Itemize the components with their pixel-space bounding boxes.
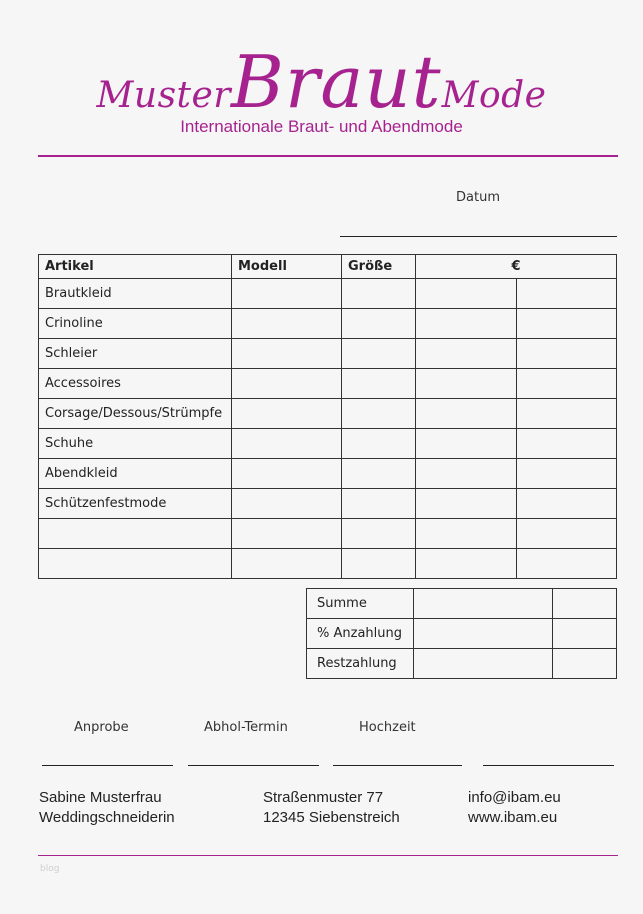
model-cell[interactable] (232, 279, 342, 309)
price-euro-cell[interactable] (416, 549, 517, 579)
table-header-row (39, 255, 617, 279)
balance-label: Restzahlung (307, 649, 414, 679)
model-cell[interactable] (232, 399, 342, 429)
header-modell: Modell (232, 255, 342, 279)
table-row (39, 489, 617, 519)
balance-cents-cell[interactable] (553, 649, 617, 679)
balance-value-cell[interactable] (414, 649, 553, 679)
sum-value-cell[interactable] (414, 589, 553, 619)
article-cell: Schuhe (39, 429, 232, 459)
date-label: Datum (456, 190, 500, 205)
header-groesse: Größe (342, 255, 416, 279)
fitting-label: Anprobe (74, 720, 129, 735)
price-cents-cell[interactable] (516, 459, 617, 489)
price-cents-cell[interactable] (516, 309, 617, 339)
sum-cents-cell[interactable] (553, 589, 617, 619)
size-cell[interactable] (342, 549, 416, 579)
contact-street: Straßenmuster 77 (263, 789, 384, 806)
article-cell: Accessoires (39, 369, 232, 399)
price-cents-cell[interactable] (516, 489, 617, 519)
logo-part-mode: Mode (441, 75, 547, 116)
wedding-date-field[interactable] (333, 765, 462, 766)
table-row (39, 369, 617, 399)
price-euro-cell[interactable] (416, 369, 517, 399)
header-euro: € (416, 255, 617, 279)
size-cell[interactable] (342, 369, 416, 399)
logo-part-muster: Muster (96, 75, 232, 116)
totals-row (307, 619, 617, 649)
size-cell[interactable] (342, 399, 416, 429)
article-cell: Corsage/Dessous/Strümpfe (39, 399, 232, 429)
model-cell[interactable] (232, 519, 342, 549)
article-cell (39, 549, 232, 579)
contact-person (39, 788, 175, 828)
sum-label: Summe (307, 589, 414, 619)
footer-divider (38, 855, 618, 856)
table-row (39, 339, 617, 369)
contact-address (263, 788, 400, 828)
price-euro-cell[interactable] (416, 339, 517, 369)
date-field[interactable] (340, 236, 617, 237)
size-cell[interactable] (342, 459, 416, 489)
model-cell[interactable] (232, 489, 342, 519)
deposit-label: % Anzahlung (307, 619, 414, 649)
contact-email[interactable]: info@ibam.eu (468, 789, 561, 806)
brand-logo (0, 40, 643, 124)
model-cell[interactable] (232, 429, 342, 459)
size-cell[interactable] (342, 519, 416, 549)
article-cell: Schützenfestmode (39, 489, 232, 519)
totals-table (306, 588, 617, 679)
price-euro-cell[interactable] (416, 309, 517, 339)
model-cell[interactable] (232, 549, 342, 579)
table-row (39, 549, 617, 579)
watermark: blog (40, 864, 60, 874)
totals-row (307, 649, 617, 679)
price-cents-cell[interactable] (516, 279, 617, 309)
contact-role: Weddingschneiderin (39, 809, 175, 826)
size-cell[interactable] (342, 489, 416, 519)
table-row (39, 279, 617, 309)
size-cell[interactable] (342, 309, 416, 339)
price-cents-cell[interactable] (516, 339, 617, 369)
contact-website[interactable]: www.ibam.eu (468, 809, 558, 826)
price-cents-cell[interactable] (516, 549, 617, 579)
table-row (39, 309, 617, 339)
totals-row (307, 589, 617, 619)
tagline: Internationale Braut- und Abendmode (180, 117, 463, 136)
price-euro-cell[interactable] (416, 519, 517, 549)
price-euro-cell[interactable] (416, 399, 517, 429)
price-cents-cell[interactable] (516, 399, 617, 429)
deposit-cents-cell[interactable] (553, 619, 617, 649)
fitting-date-field[interactable] (42, 765, 173, 766)
deposit-value-cell[interactable] (414, 619, 553, 649)
price-euro-cell[interactable] (416, 279, 517, 309)
price-euro-cell[interactable] (416, 429, 517, 459)
table-row (39, 399, 617, 429)
table-row (39, 519, 617, 549)
pickup-label: Abhol-Termin (204, 720, 288, 735)
model-cell[interactable] (232, 339, 342, 369)
extra-date-field[interactable] (483, 765, 614, 766)
pickup-date-field[interactable] (188, 765, 319, 766)
contact-city: 12345 Siebenstreich (263, 809, 400, 826)
price-cents-cell[interactable] (516, 519, 617, 549)
article-cell: Abendkleid (39, 459, 232, 489)
header-divider (38, 155, 618, 157)
contact-online (468, 788, 561, 828)
article-cell: Schleier (39, 339, 232, 369)
article-cell (39, 519, 232, 549)
model-cell[interactable] (232, 309, 342, 339)
header-artikel: Artikel (39, 255, 232, 279)
size-cell[interactable] (342, 279, 416, 309)
wedding-label: Hochzeit (359, 720, 416, 735)
model-cell[interactable] (232, 459, 342, 489)
article-cell: Brautkleid (39, 279, 232, 309)
order-table (38, 254, 617, 579)
contact-name: Sabine Musterfrau (39, 789, 162, 806)
size-cell[interactable] (342, 429, 416, 459)
price-euro-cell[interactable] (416, 489, 517, 519)
table-row (39, 429, 617, 459)
price-cents-cell[interactable] (516, 369, 617, 399)
model-cell[interactable] (232, 369, 342, 399)
size-cell[interactable] (342, 339, 416, 369)
price-euro-cell[interactable] (416, 459, 517, 489)
price-cents-cell[interactable] (516, 429, 617, 459)
logo-part-braut: Braut (231, 40, 442, 124)
table-row (39, 459, 617, 489)
article-cell: Crinoline (39, 309, 232, 339)
